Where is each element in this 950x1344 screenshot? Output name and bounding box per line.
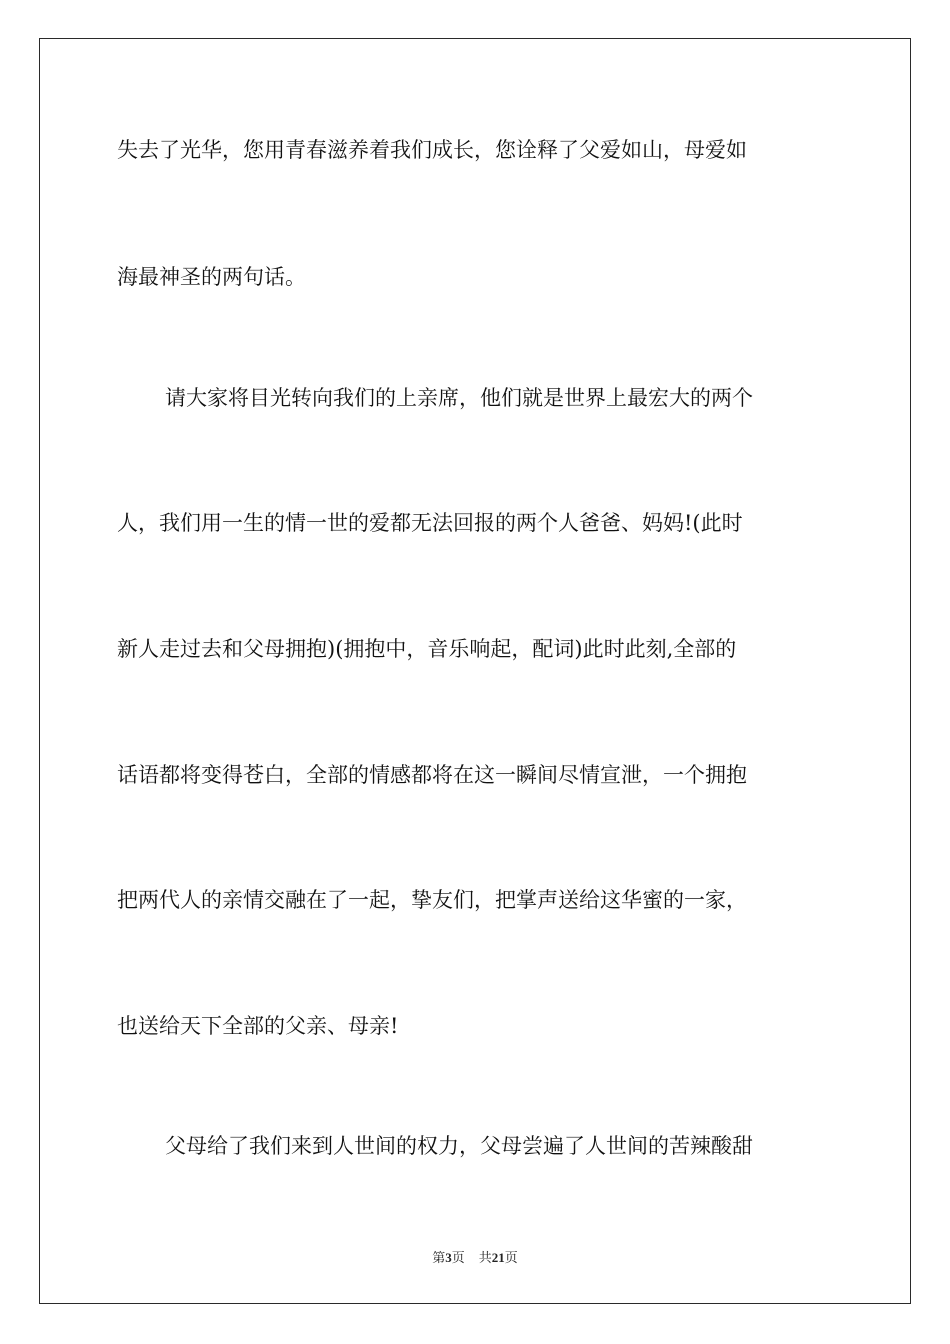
body-line-8: 也送给天下全部的父亲、母亲!: [117, 1014, 399, 1038]
footer-total-suffix: 页: [504, 1250, 518, 1265]
footer-page-suffix: 页: [451, 1250, 465, 1265]
body-line-4: 人，我们用一生的情一世的爱都无法回报的两个人爸爸、妈妈!(此时: [117, 511, 743, 535]
body-line-9: 父母给了我们来到人世间的权力，父母尝遍了人世间的苦辣酸甜: [165, 1134, 753, 1158]
body-line-5: 新人走过去和父母拥抱)(拥抱中，音乐响起，配词)此时此刻,全部的: [117, 637, 737, 661]
footer-page-number: 3: [445, 1250, 452, 1265]
page-footer: [0, 1247, 950, 1266]
footer-page-prefix: 第: [432, 1250, 446, 1265]
footer-total-prefix: 共: [478, 1250, 492, 1265]
body-line-2: 海最神圣的两句话。: [117, 265, 306, 289]
body-line-6: 话语都将变得苍白，全部的情感都将在这一瞬间尽情宣泄，一个拥抱: [117, 763, 747, 787]
footer-total-number: 21: [491, 1250, 505, 1265]
body-line-7: 把两代人的亲情交融在了一起，挚友们，把掌声送给这华蜜的一家，: [117, 888, 747, 912]
body-line-3: 请大家将目光转向我们的上亲席，他们就是世界上最宏大的两个: [165, 386, 753, 410]
page-border: [39, 38, 911, 1304]
body-line-1: 失去了光华，您用青春滋养着我们成长，您诠释了父爱如山，母爱如: [117, 138, 747, 162]
